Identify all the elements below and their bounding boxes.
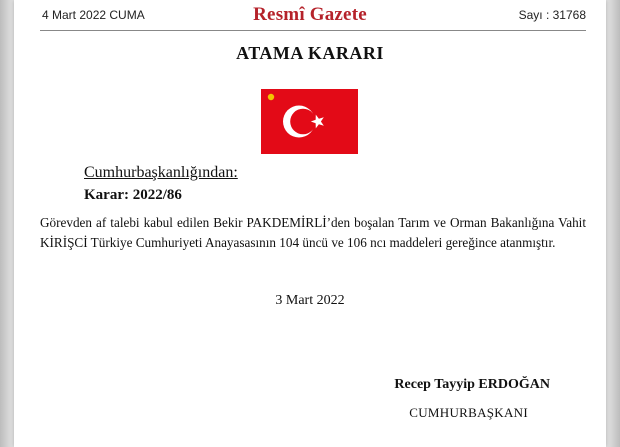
publication-name: Resmî Gazete: [253, 4, 367, 25]
signer-name: Recep Tayyip ERDOĞAN: [394, 377, 550, 392]
decision-number: Karar: 2022/86: [84, 187, 182, 203]
issuer-heading: Cumhurbaşkanlığından:: [84, 164, 238, 181]
decision-date: 3 Mart 2022: [275, 293, 345, 308]
page-edge-left: [0, 0, 14, 447]
gazette-page: [14, 0, 606, 447]
header-date: 4 Mart 2022 CUMA: [42, 8, 145, 22]
turkish-flag-icon: [261, 89, 358, 154]
signer-title: CUMHURBAŞKANI: [409, 405, 528, 420]
document-title: ATAMA KARARI: [236, 43, 384, 63]
decision-body: Görevden af talebi kabul edilen Bekir PAKDEMİRLİ’den boşalan Tarım ve Orman Bakanlığına Vahit KİRİŞCİ Türkiye Cumhuriyeti Anayasasının 104 üncü ve 106 ncı maddeleri gereğince atanmıştır.: [40, 215, 586, 250]
flag-emblem-corner: [268, 94, 274, 100]
issue-number: Sayı : 31768: [518, 8, 586, 22]
header-divider: [40, 30, 586, 31]
page-edge-right: [606, 0, 620, 447]
